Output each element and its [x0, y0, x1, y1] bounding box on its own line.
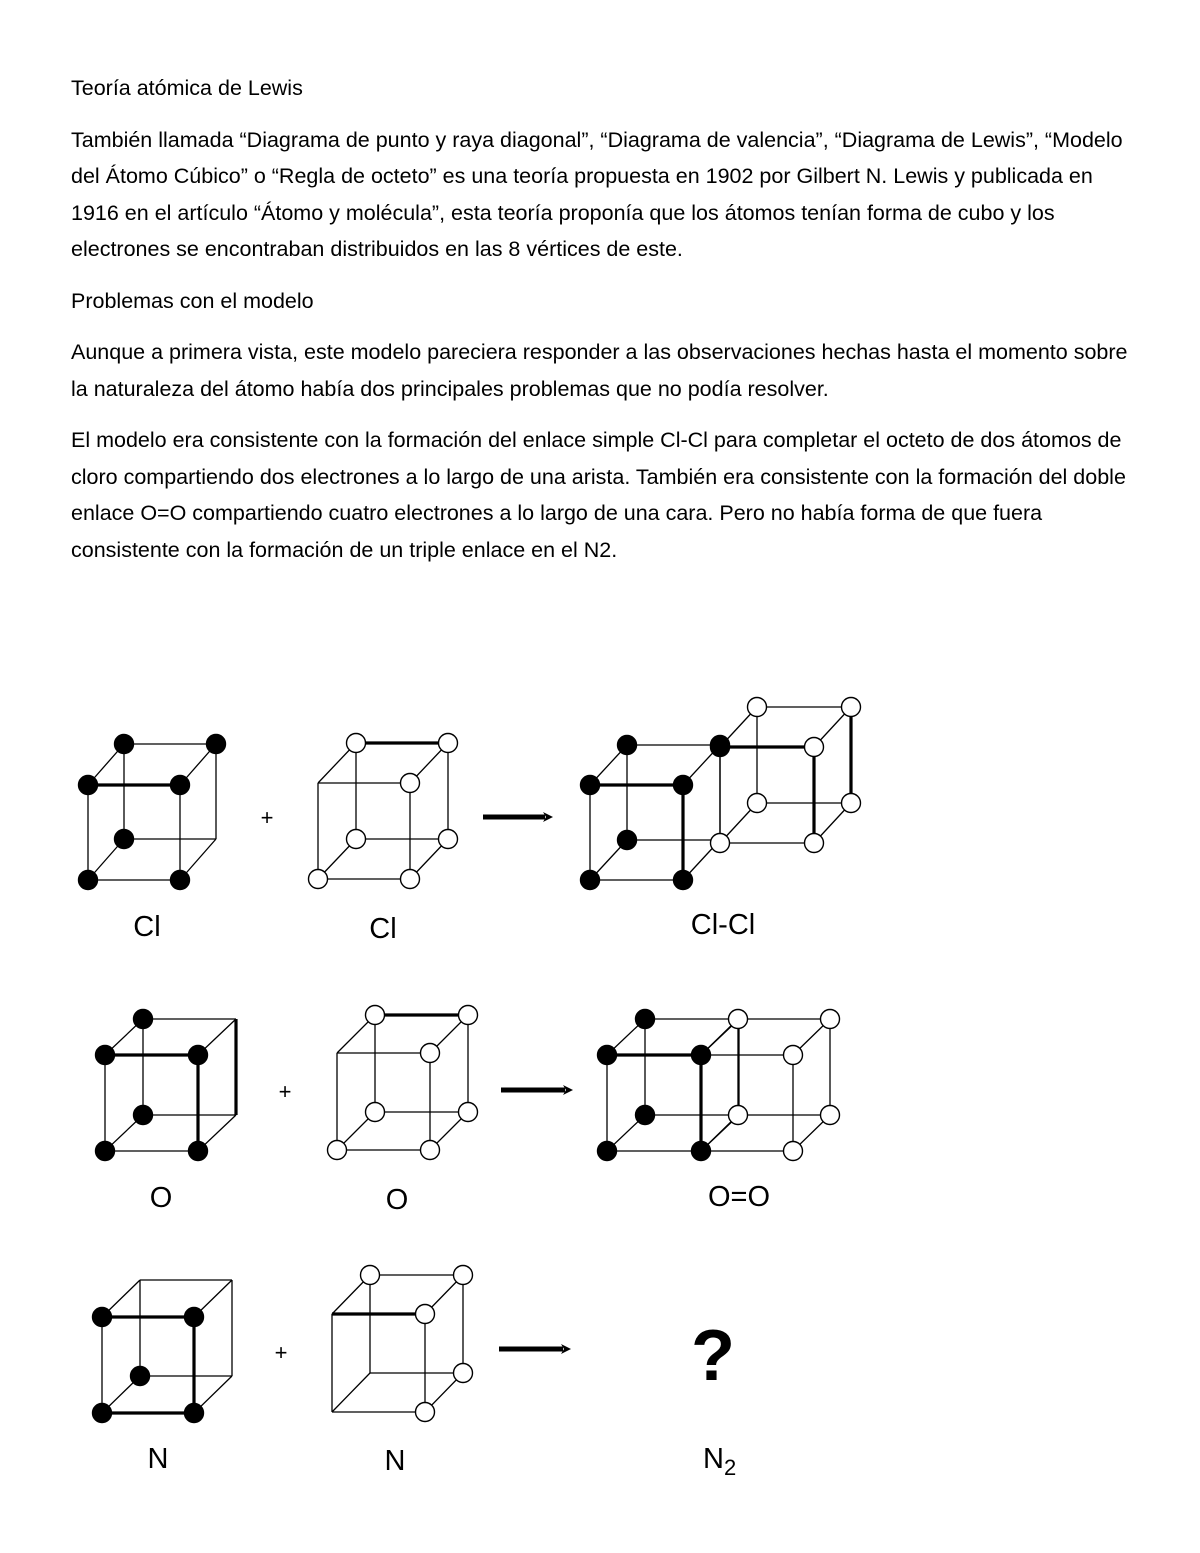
- electron-dot: [361, 1266, 380, 1285]
- electron-dot: [347, 830, 366, 849]
- electron-dot: [401, 870, 420, 889]
- electron-dot: [328, 1141, 347, 1160]
- question-mark: ?: [691, 1316, 735, 1396]
- label-cl-cl: Cl-Cl: [690, 909, 756, 941]
- electron-shared-dot: [171, 871, 190, 890]
- electron-shared-dot: [115, 735, 134, 754]
- problems-heading: Problemas con el modelo: [71, 288, 314, 313]
- electron-shared-dot: [115, 830, 134, 849]
- document-title: Teoría atómica de Lewis: [71, 76, 303, 100]
- plus-sign-row2: +: [278, 1079, 292, 1104]
- electron-dot: [805, 738, 824, 757]
- label-cl-left: Cl: [133, 911, 161, 943]
- electron-shared-dot: [207, 735, 226, 754]
- electron-shared-dot: [185, 1308, 204, 1327]
- electron-shared-dot: [189, 1142, 208, 1161]
- problems-paragraph-1: Aunque a primera vista, este modelo pareciera responder a las observaciones hechas hasta el momento sobre la naturaleza del átomo había dos principales problemas que no podía resolver.: [71, 340, 1128, 401]
- electron-shared-dot: [93, 1308, 112, 1327]
- electron-dot: [366, 1006, 385, 1025]
- cube-o-left: [96, 1010, 237, 1161]
- electron-shared-dot: [636, 1010, 655, 1029]
- electron-shared-dot: [171, 776, 190, 795]
- label-cl-right: Cl: [369, 913, 397, 945]
- electron-shared-dot: [674, 776, 693, 795]
- electron-shared-dot: [581, 871, 600, 890]
- electron-dot: [805, 834, 824, 853]
- electron-dot: [454, 1364, 473, 1383]
- label-n2: [703, 1443, 736, 1480]
- electron-shared-dot: [598, 1046, 617, 1065]
- cube-diagrams: [79, 698, 861, 1423]
- cube-clcl-left: [581, 736, 730, 890]
- electron-dot: [748, 794, 767, 813]
- electron-dot: [347, 734, 366, 753]
- cube-n-right: [332, 1266, 473, 1422]
- electron-dot: [842, 698, 861, 717]
- label-n-right: N: [384, 1445, 406, 1477]
- label-o-o: O=O: [707, 1181, 771, 1213]
- electron-shared-dot: [189, 1046, 208, 1065]
- electron-dot: [439, 830, 458, 849]
- problems-paragraph-2: El modelo era consistente con la formación del enlace simple Cl-Cl para completar el octeto de dos átomos de cloro compartiendo dos electrones a lo largo de una arista. También era consistente con la formación del doble enlace O=O compartiendo cuatro electrones a lo largo de una cara. Pero no había forma de que fuera consistente con la formación de un triple enlace en el N2.: [71, 428, 1126, 562]
- electron-shared-dot: [618, 736, 637, 755]
- plus-sign-row1: +: [260, 805, 274, 830]
- electron-shared-dot: [674, 871, 693, 890]
- cube-o-right: [328, 1006, 478, 1160]
- electron-shared-dot: [93, 1404, 112, 1423]
- electron-shared-dot: [598, 1142, 617, 1161]
- electron-dot: [416, 1305, 435, 1324]
- electron-dot: [784, 1046, 803, 1065]
- electron-shared-dot: [134, 1010, 153, 1029]
- electron-dot: [309, 870, 328, 889]
- label-o-right: O: [385, 1184, 409, 1216]
- cube-cl-right: [309, 734, 458, 889]
- electron-shared-dot: [134, 1106, 153, 1125]
- electron-dot: [421, 1044, 440, 1063]
- label-n2-main: N: [703, 1443, 724, 1475]
- electron-shared-dot: [79, 776, 98, 795]
- electron-shared-dot: [96, 1046, 115, 1065]
- electron-shared-dot: [636, 1106, 655, 1125]
- cube-clcl-right: [711, 698, 861, 853]
- electron-dot: [729, 1106, 748, 1125]
- electron-dot: [821, 1010, 840, 1029]
- electron-shared-dot: [618, 831, 637, 850]
- electron-dot: [784, 1142, 803, 1161]
- electron-dot: [454, 1266, 473, 1285]
- electron-dot: [366, 1103, 385, 1122]
- document-body: [71, 70, 1136, 583]
- electron-dot: [421, 1141, 440, 1160]
- plus-sign-row3: +: [274, 1340, 288, 1365]
- electron-dot: [821, 1106, 840, 1125]
- electron-shared-dot: [581, 776, 600, 795]
- electron-dot: [401, 774, 420, 793]
- intro-paragraph: También llamada “Diagrama de punto y raya diagonal”, “Diagrama de valencia”, “Diagrama de Lewis”, “Modelo del Átomo Cúbico” o “Regla de octeto” es una teoría propuesta en 1902 por Gilbert N. Lewis y publicada en 1916 en el artículo “Átomo y molécula”, esta teoría proponía que los átomos tenían forma de cubo y los electrones se encontraban distribuidos en las 8 vértices de este.: [71, 127, 1123, 261]
- label-o-left: O: [149, 1182, 173, 1214]
- electron-shared-dot: [711, 738, 730, 757]
- cube-oo-right: [701, 1010, 840, 1161]
- electron-shared-dot: [79, 871, 98, 890]
- electron-dot: [729, 1010, 748, 1029]
- cube-cl-left: [79, 735, 226, 890]
- electron-dot: [439, 734, 458, 753]
- electron-dot: [842, 794, 861, 813]
- electron-shared-dot: [131, 1367, 150, 1386]
- cube-oo-left: [598, 1010, 740, 1161]
- electron-dot: [459, 1006, 478, 1025]
- label-n-left: N: [147, 1443, 169, 1475]
- electron-dot: [711, 834, 730, 853]
- electron-dot: [748, 698, 767, 717]
- cubic-atom-figure: [0, 680, 1200, 1500]
- cube-n-left: [93, 1280, 233, 1423]
- electron-shared-dot: [96, 1142, 115, 1161]
- label-n2-subscript: 2: [723, 1455, 737, 1480]
- electron-dot: [459, 1103, 478, 1122]
- electron-dot: [416, 1403, 435, 1422]
- electron-shared-dot: [185, 1404, 204, 1423]
